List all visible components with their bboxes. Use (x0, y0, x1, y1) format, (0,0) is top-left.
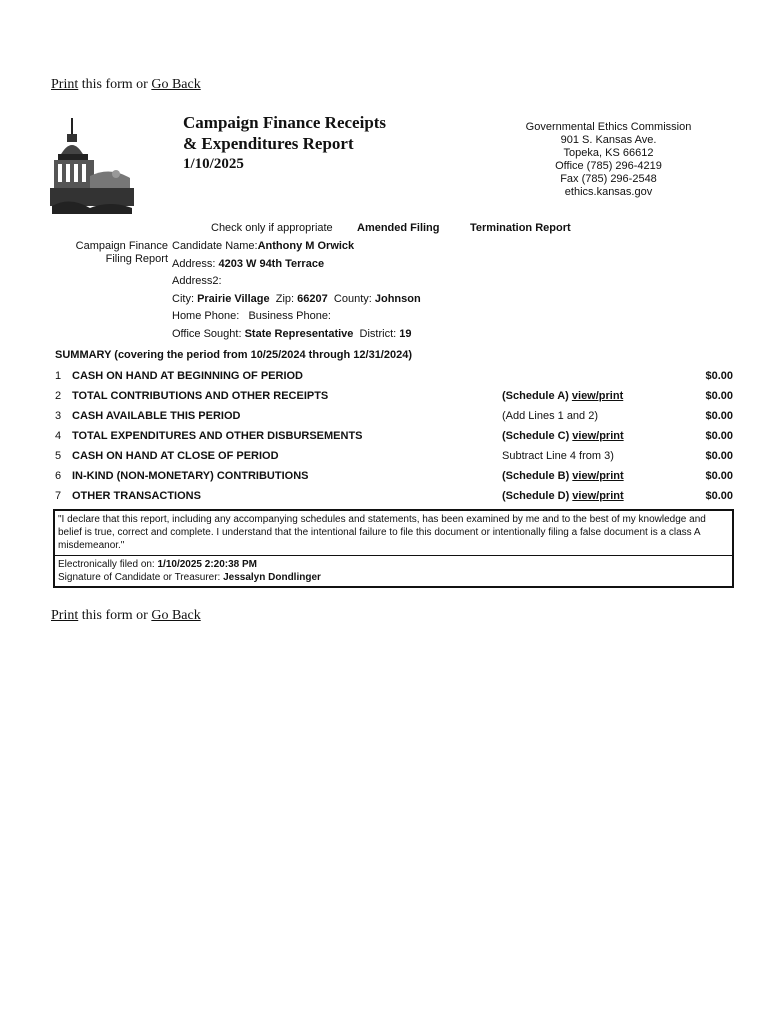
title-line-2: & Expenditures Report (183, 134, 354, 153)
candidate-name: Anthony M Orwick (257, 240, 355, 252)
nav-middle-text: this form or (78, 77, 152, 92)
print-link-bottom[interactable]: Print (51, 608, 79, 623)
summary-row (55, 386, 733, 406)
top-nav (51, 77, 201, 93)
agency-street: 901 S. Kansas Ave. (560, 134, 657, 146)
view-print-link[interactable]: view/print (572, 490, 624, 502)
summary-header: SUMMARY (covering the period from 10/25/2024 through 12/31/2024) (55, 349, 412, 361)
line-amount: $0.00 (705, 390, 733, 402)
office-label: Office Sought: (172, 327, 242, 340)
agency-fax: Fax (785) 296-2548 (560, 173, 657, 185)
filing-label-line-2: Filing Report (105, 253, 168, 265)
nav-middle-text-bottom: this form or (78, 608, 152, 623)
signature-row (58, 571, 729, 584)
view-print-link[interactable]: view/print (571, 390, 624, 402)
report-title (183, 112, 386, 175)
address2-row (172, 273, 421, 291)
schedule-cell (502, 446, 682, 466)
agency-website: ethics.kansas.gov (564, 186, 653, 198)
schedule-text: (Schedule B) (502, 470, 573, 482)
county-value: Johnson (374, 292, 421, 305)
schedule-text: Subtract Line 4 from 3) (502, 450, 614, 462)
go-back-link[interactable]: Go Back (151, 77, 201, 92)
office-value: State Representative (244, 327, 354, 340)
line-amount: $0.00 (705, 470, 733, 482)
go-back-link-bottom[interactable]: Go Back (151, 608, 201, 623)
agency-city: Topeka, KS 66612 (563, 147, 654, 159)
line-amount: $0.00 (705, 370, 733, 382)
phone-row (172, 308, 421, 326)
kansas-capitol-seal-icon (50, 116, 134, 214)
schedule-cell (502, 366, 682, 386)
signature-label: Signature of Candidate or Treasurer: (58, 572, 224, 583)
amended-filing-label: Amended Filing (357, 222, 440, 234)
check-only-label: Check only if appropriate (211, 222, 333, 234)
home-phone-label: Home Phone: (172, 310, 240, 322)
summary-row (55, 446, 733, 466)
schedule-text: (Schedule A) (502, 390, 572, 402)
address2-label: Address2: (172, 275, 222, 287)
business-phone-label: Business Phone: (248, 310, 331, 322)
report-date: 1/10/2025 (183, 156, 244, 172)
candidate-info (172, 240, 421, 343)
line-label: CASH AVAILABLE THIS PERIOD (72, 410, 241, 422)
summary-row (55, 466, 733, 486)
line-label: CASH ON HAND AT BEGINNING OF PERIOD (72, 370, 304, 382)
county-label: County: (333, 292, 372, 305)
zip-value: 66207 (297, 292, 328, 305)
line-amount: $0.00 (705, 430, 733, 442)
line-amount: $0.00 (705, 490, 733, 502)
line-label: IN-KIND (NON-MONETARY) CONTRIBUTIONS (72, 470, 309, 482)
district-value: 19 (399, 327, 412, 340)
office-row (172, 326, 421, 344)
line-label: CASH ON HAND AT CLOSE OF PERIOD (72, 450, 279, 462)
city-label: City: (172, 292, 194, 305)
summary-table-body (55, 366, 733, 506)
summary-row (55, 486, 733, 506)
print-link[interactable]: Print (51, 77, 79, 92)
summary-table (55, 366, 733, 506)
district-label: District: (359, 327, 397, 340)
title-line-1: Campaign Finance Receipts (183, 113, 387, 132)
schedule-text: (Schedule C) (502, 430, 573, 442)
city-value: Prairie Village (197, 292, 270, 305)
line-number: 5 (55, 450, 62, 462)
line-number: 6 (55, 470, 62, 482)
line-label: TOTAL CONTRIBUTIONS AND OTHER RECEIPTS (72, 390, 329, 402)
agency-office-phone: Office (785) 296-4219 (555, 160, 662, 172)
agency-address-block (506, 121, 711, 199)
signature-block (55, 556, 732, 586)
line-number: 1 (55, 370, 62, 382)
line-number: 4 (55, 430, 62, 442)
declaration-text: "I declare that this report, including any accompanying schedules and statements, has been examined by me and to the best of my knowledge and belief is true, correct and complete. I understand that the intentional failure to file this document or intentionally filing a false document is a class A misdemeanor." (55, 511, 732, 556)
filed-on-value: 1/10/2025 2:20:38 PM (157, 559, 258, 570)
view-print-link[interactable]: view/print (572, 470, 624, 482)
zip-label: Zip: (275, 292, 295, 305)
schedule-cell (502, 486, 682, 506)
line-number: 2 (55, 390, 62, 402)
filing-label-line-1: Campaign Finance (75, 240, 168, 252)
schedule-cell (502, 406, 682, 426)
line-number: 7 (55, 490, 62, 502)
address-value: 4203 W 94th Terrace (218, 257, 325, 270)
schedule-cell (502, 466, 682, 486)
line-amount: $0.00 (705, 410, 733, 422)
candidate-name-row (172, 238, 421, 256)
schedule-cell (502, 386, 682, 406)
bottom-nav (51, 608, 201, 624)
declaration-box (53, 509, 734, 588)
line-label: TOTAL EXPENDITURES AND OTHER DISBURSEMENTS (72, 430, 363, 442)
signature-value: Jessalyn Dondlinger (223, 572, 321, 583)
address-row (172, 256, 421, 274)
filed-on-label: Electronically filed on: (58, 559, 158, 570)
filed-on-row (58, 558, 729, 571)
city-row (172, 291, 421, 309)
candidate-name-label: Candidate Name: (172, 240, 258, 252)
summary-row (55, 426, 733, 446)
line-amount: $0.00 (705, 450, 733, 462)
termination-report-label: Termination Report (470, 222, 571, 234)
summary-row (55, 366, 733, 386)
line-number: 3 (55, 410, 62, 422)
schedule-text: (Schedule D) (502, 490, 573, 502)
summary-row (55, 406, 733, 426)
view-print-link[interactable]: view/print (572, 430, 624, 442)
filing-report-label (68, 240, 168, 266)
address-label: Address: (172, 257, 216, 270)
agency-name: Governmental Ethics Commission (525, 121, 692, 133)
schedule-text: (Add Lines 1 and 2) (502, 410, 599, 422)
line-label: OTHER TRANSACTIONS (72, 490, 201, 502)
schedule-cell (502, 426, 682, 446)
